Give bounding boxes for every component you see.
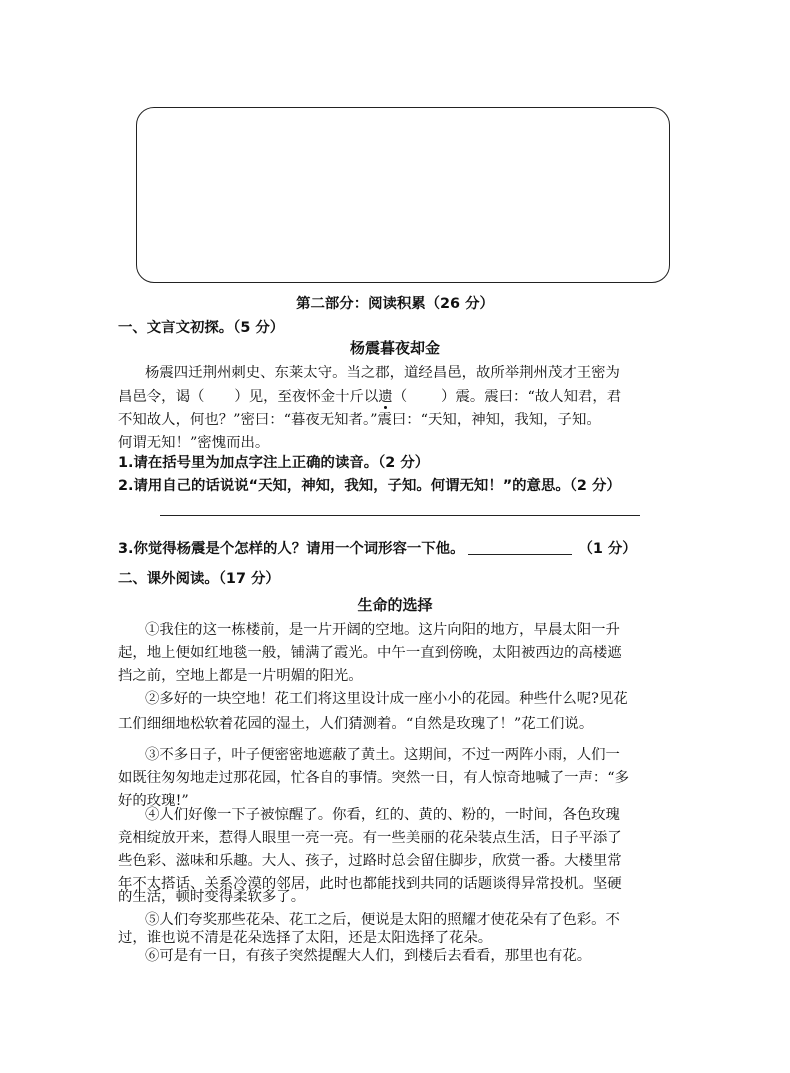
- passage-line: ③不多日子，叶子便密密地遮蔽了黄土。这期间，不过一两阵小雨，人们一: [145, 747, 620, 763]
- classical-line-4: 何谓无知！”密愧而出。: [118, 435, 270, 451]
- passage-line: 的生活，顿时变得柔软多了。: [118, 889, 306, 905]
- part2-title: 第二部分：阅读积累（26 分）: [296, 296, 494, 312]
- passage-line: 年不太搭话、关系冷漠的邻居，此时也都能找到共同的话题谈得异常投机。坚硬: [118, 876, 622, 892]
- section1-heading: 一、文言文初探。（5 分）: [118, 320, 285, 336]
- passage-line: ④人们好像一下子被惊醒了。你看，红的、黄的、粉的，一时间，各色玫瑰: [145, 807, 620, 823]
- passage-line: 过，谁也说不清是花朵选择了太阳，还是太阳选择了花朵。: [118, 930, 493, 946]
- passage-line: 好的玫瑰!”: [118, 793, 189, 809]
- passage-line: 如既往匆匆地走过那花园，忙各自的事情。突然一日，有人惊奇地喊了一声：“多: [118, 770, 630, 786]
- passage-line: 些色彩、滋味和乐趣。大人、孩子，过路时总会留住脚步，欣赏一番。大楼里常: [118, 853, 622, 869]
- answer-box: [136, 107, 670, 283]
- classical-line-1: 杨震四迁荆州刺史、东莱太守。当之郡，道经昌邑，故所举荆州茂才王密为: [145, 365, 620, 381]
- section1-title: 杨震暮夜却金: [349, 339, 440, 357]
- answer-line-q2: [160, 515, 640, 516]
- passage-line: ①我住的这一栋楼前，是一片开阔的空地。这片向阳的地方，早晨太阳一升: [145, 622, 620, 638]
- classical-line-3: 不知故人，何也？”密曰：“暮夜无知者。”震曰：“天知，神知，我知，子知。: [118, 412, 601, 428]
- section2-heading: 二、课外阅读。（17 分）: [118, 571, 280, 587]
- passage-line: 挡之前，空地上都是一片明媚的阳光。: [118, 668, 363, 684]
- passage-line: 竞相绽放开来，惹得人眼里一亮一亮。有一些美丽的花朵装点生活，日子平添了: [118, 830, 622, 846]
- section2-title: 生命的选择: [357, 596, 433, 614]
- answer-blank-q3: [468, 540, 572, 555]
- classical-line-2: 昌邑令，谒（ ）见，至夜怀金十斤以遗（ ）震。震曰：“故人知君，君: [118, 389, 622, 405]
- question-1: 1.请在括号里为加点字注上正确的读音。（2 分）: [118, 455, 430, 471]
- dotted-char: 遗: [378, 389, 393, 405]
- passage-line: ⑤人们夸奖那些花朵、花工之后，便说是太阳的照耀才使花朵有了色彩。不: [145, 912, 620, 928]
- question-3: 3.你觉得杨震是个怎样的人？请用一个词形容一下他。 （1 分）: [118, 541, 637, 557]
- passage-line: ②多好的一块空地！花工们将这里设计成一座小小的花园。种些什么呢?见花: [145, 691, 628, 707]
- question-2: 2.请用自己的话说说“天知，神知，我知，子知。何谓无知！”的意思。（2 分）: [118, 478, 621, 494]
- passage-line: 起，地上便如红地毯一般，铺满了霞光。中午一直到傍晚，太阳被西边的高楼遮: [118, 645, 622, 661]
- passage-line: 工们细细地松软着花园的湿土，人们猜测着。“自然是玫瑰了！”花工们说。: [118, 716, 594, 732]
- passage-line: ⑥可是有一日，有孩子突然提醒大人们，到楼后去看看，那里也有花。: [145, 948, 592, 964]
